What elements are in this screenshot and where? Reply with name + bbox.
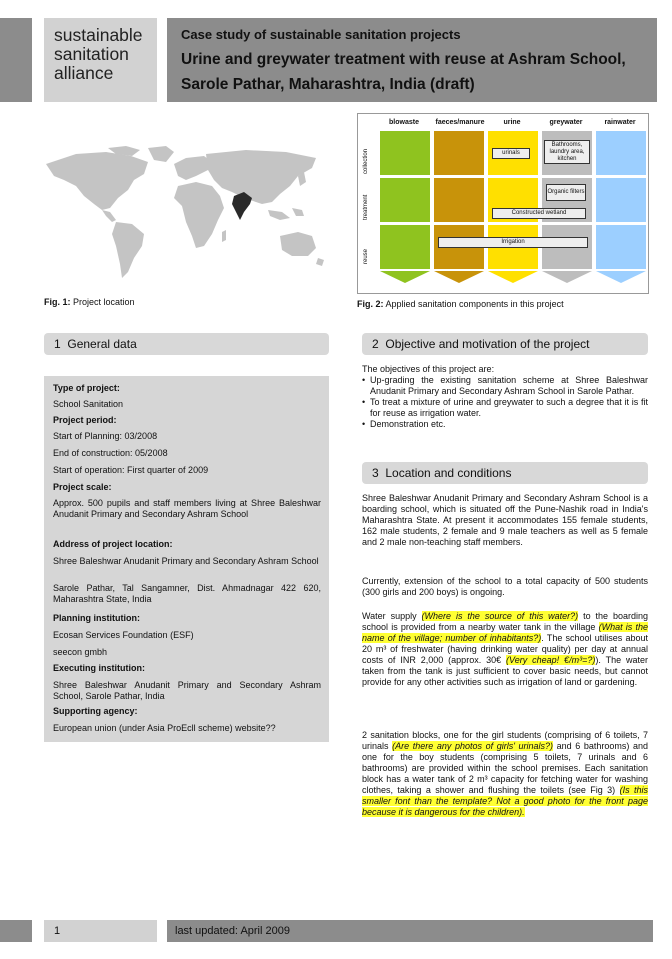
fig2-caption	[357, 299, 564, 309]
review-comment-3: (Very cheap! €/m³=?)	[506, 655, 596, 665]
world-map-image	[36, 146, 326, 286]
section-title: Objective and motivation of the project	[385, 337, 590, 351]
list-item: • Demonstration etc.	[362, 419, 648, 430]
box-constructed-wetland: Constructed wetland	[492, 208, 586, 219]
sanitation-components-figure	[357, 113, 649, 294]
col-head-faeces: faeces/manure	[435, 119, 485, 126]
address-line-1: Shree Baleshwar Anudanit Primary and Secondary Ashram School	[53, 556, 319, 566]
col-head-greywater: greywater	[549, 119, 583, 126]
box-organic-filters: Organic filters	[546, 184, 586, 201]
executing-value: Shree Baleshwar Anudanit Primary and Secondary Ashram School, Sarole Pathar, India	[53, 680, 321, 701]
list-item: • Up-grading the existing sanitation scheme at Shree Baleshwar Anudanit Primary and Secondary Ashram School in Sarole Pathar.	[362, 375, 648, 397]
col-head-urine: urine	[503, 119, 521, 126]
fig1-caption	[44, 297, 135, 307]
section-title: General data	[67, 337, 137, 351]
address-label: Address of project location:	[53, 539, 173, 549]
cell-rainwater-reuse	[596, 225, 646, 269]
fig1-caption-text: Project location	[70, 297, 135, 307]
list-item: • To treat a mixture of urine and greywater to such a degree that it is fit for reuse as irrigation water.	[362, 397, 648, 419]
row-label-collection: collection	[363, 148, 369, 174]
section-number: 1	[54, 337, 61, 351]
header-left-bar	[0, 18, 32, 102]
logo-line-3: alliance	[54, 63, 114, 83]
fig1-number: Fig. 1:	[44, 297, 71, 307]
p4-text-a: 2 sanitation blocks, one for the girl students (comprising of 6 toilets, 7 urinals	[362, 730, 648, 751]
page-number: 1	[44, 920, 157, 942]
india-highlight	[232, 192, 252, 220]
scale-value: Approx. 500 pupils and staff members living at Shree Baleshwar Anudanit Primary and Secondary Ashram School	[53, 498, 321, 519]
section-objective-heading	[362, 333, 648, 355]
review-comment-5: (Is this smaller font than the template? Not a good photo for the front page because it is dangerous for the children).	[362, 785, 648, 817]
row-label-reuse: reuse	[363, 248, 369, 264]
cell-rainwater-collection	[596, 131, 646, 175]
p4-text-b: and 6 bathrooms) and one for the boy students (comprising 5 toilets, 7 urinals and 6 bathrooms) are provided within the school premises. Each sanitation block has a water tank of 2 m³ capacity for fetching water for washing clothes, taking a shower and flushing the toilets (see Fig 3)	[362, 741, 648, 795]
box-urinals: urinals	[492, 148, 530, 159]
fig2-number: Fig. 2:	[357, 299, 384, 309]
objective-text	[362, 364, 648, 430]
type-label: Type of project:	[53, 383, 120, 393]
cell-faeces-treatment	[434, 178, 484, 222]
planning-esf: Ecosan Services Foundation (ESF)	[53, 630, 194, 640]
flow-arrows	[380, 271, 646, 285]
section-title: Location and conditions	[385, 466, 512, 480]
section-location-heading	[362, 462, 648, 484]
supporting-label: Supporting agency:	[53, 706, 138, 716]
p3-text-c: . The school utilises about 20 m³ of freshwater (having drinking water quality) per day at annual costs of INR 2,000 (approx. 30€	[362, 633, 648, 665]
box-bathrooms: Bathrooms, laundry area, kitchen	[544, 140, 590, 164]
start-planning: Start of Planning: 03/2008	[53, 431, 158, 441]
cell-biowaste-collection	[380, 131, 430, 175]
fig2-caption-text: Applied sanitation components in this project	[383, 299, 564, 309]
p3-text-d: ). The water taken from the tank is just sufficient to cover basic needs, but cannot provide for any other activities such as irrigation of land or gardening.	[362, 655, 649, 687]
cell-faeces-collection	[434, 131, 484, 175]
ssa-logo	[44, 18, 157, 102]
document-title: Urine and greywater treatment with reuse at Ashram School, Sarole Pathar, Maharashtra, India (draft)	[181, 51, 626, 93]
review-comment-2: (What is the name of the village; number of inhabitants?)	[362, 622, 649, 643]
logo-text	[54, 26, 143, 83]
section-general-data-heading	[44, 333, 329, 355]
cell-biowaste-treatment	[380, 178, 430, 222]
planning-seecon: seecon gmbh	[53, 647, 108, 657]
supporting-value: European union (under Asia ProEcll scheme) website??	[53, 723, 276, 733]
logo-line-2: sanitation	[54, 44, 129, 64]
objective-intro: The objectives of this project are:	[362, 364, 495, 374]
objective-list	[362, 375, 648, 430]
logo-line-1: sustainable	[54, 25, 143, 45]
section-number: 3	[372, 466, 379, 480]
header-banner	[167, 18, 657, 102]
col-head-rainwater: rainwater	[604, 119, 636, 126]
planning-label: Planning institution:	[53, 613, 140, 623]
scale-label: Project scale:	[53, 482, 112, 492]
location-paragraph-1: Shree Baleshwar Anudanit Primary and Secondary Ashram School is a boarding school, which is situated off the Pune-Nashik road in India's Maharashtra State. At present it accommodates 155 female students, 162 male students, 2 female and 9 male teachers as well as 5 female and 2 male non-teaching staff members.	[362, 493, 648, 547]
last-updated: last updated: April 2009	[167, 920, 653, 942]
location-paragraph-2: Currently, extension of the school to a total capacity of 500 students (300 girls and 200 boys) is ongoing.	[362, 576, 648, 597]
footer-left-bar	[0, 920, 32, 942]
p3-text-b: to the boarding school is provided from a nearby water tank in the village	[362, 611, 648, 632]
document-subtitle: Case study of sustainable sanitation projects	[181, 27, 461, 42]
section-number: 2	[372, 337, 379, 351]
cell-rainwater-treatment	[596, 178, 646, 222]
executing-label: Executing institution:	[53, 663, 145, 673]
start-operation: Start of operation: First quarter of 2009	[53, 465, 209, 475]
cell-biowaste-reuse	[380, 225, 430, 269]
general-data-box	[44, 376, 329, 742]
box-irrigation: Irrigation	[438, 237, 588, 248]
location-paragraph-4	[362, 730, 648, 818]
review-comment-1: (Where is the source of this water?)	[421, 611, 579, 621]
p3-text-a: Water supply	[362, 611, 422, 621]
address-line-2: Sarole Pathar, Tal Sangamner, Dist. Ahmadnagar 422 620, Maharashtra State, India	[53, 583, 321, 604]
review-comment-4: (Are there any photos of girls' urinals?)	[392, 741, 554, 751]
type-value: School Sanitation	[53, 399, 124, 409]
row-label-treatment: treatment	[363, 194, 369, 220]
period-label: Project period:	[53, 415, 117, 425]
col-head-biowaste: blowaste	[389, 119, 419, 126]
location-paragraph-3	[362, 611, 648, 688]
end-construction: End of construction: 05/2008	[53, 448, 168, 458]
